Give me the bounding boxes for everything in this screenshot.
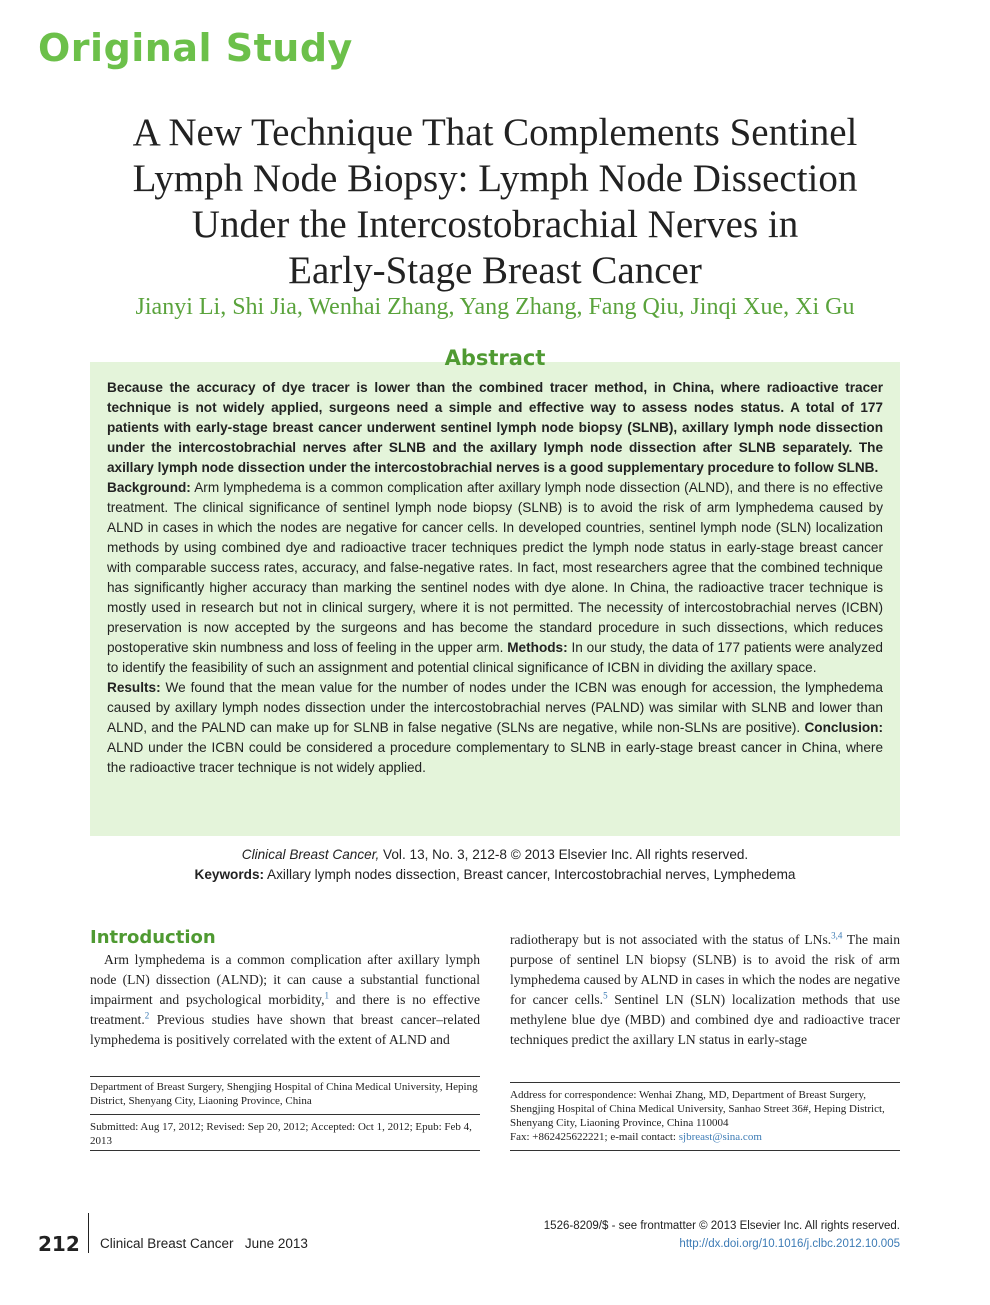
intro-text: The main purpose of sentinel LN biopsy (SLNB) is to avoid the risk of arm lymphedema caused by ALND in cases in which the nodes are negative for cancer cells. [510, 932, 900, 1007]
methods-text: In our study, the data of 177 patients were analyzed to identify the feasibility of such an assignment and potential clinical significance of ICBN in dividing the axillary space. [107, 640, 883, 675]
abstract-heading: Abstract [444, 346, 546, 370]
doi-link[interactable]: http://dx.doi.org/10.1016/j.clbc.2012.10.005 [679, 1238, 900, 1250]
introduction-left-column [90, 950, 480, 1050]
intro-text: Previous studies have shown that breast cancer–related lymphedema is positively correlated with the extent of ALND and [90, 1012, 480, 1047]
results-label: Results: [107, 680, 161, 695]
footnote-divider [90, 1114, 480, 1115]
keywords-text: Axillary lymph nodes dissection, Breast cancer, Intercostobrachial nerves, Lymphedema [264, 867, 796, 882]
submission-dates: Submitted: Aug 17, 2012; Revised: Sep 20, 2012; Accepted: Oct 1, 2012; Epub: Feb 4, 2013 [90, 1121, 472, 1147]
footnote-divider [90, 1076, 480, 1077]
citation-line [90, 845, 900, 865]
keywords-line [90, 865, 900, 885]
introduction-heading: Introduction [90, 927, 216, 948]
correspondence-fax: Fax: +862425622221; e-mail contact: [510, 1131, 679, 1143]
reference-link[interactable]: 5 [603, 990, 608, 1001]
footer-issn: 1526-8209/$ - see frontmatter © 2013 Elsevier Inc. All rights reserved. [543, 1220, 900, 1232]
title-line: A New Technique That Complements Sentinel [132, 111, 858, 154]
conclusion-label: Conclusion: [804, 720, 883, 735]
methods-label: Methods: [507, 640, 568, 655]
abstract-structured [107, 478, 883, 778]
correspondence [510, 1088, 900, 1144]
footnote-divider [510, 1150, 900, 1151]
reference-link[interactable]: 1 [324, 990, 329, 1001]
title-line: Under the Intercostobrachial Nerves in [191, 203, 799, 246]
correspondence-address: Address for correspondence: Wenhai Zhang, MD, Department of Breast Surgery, Shengjing Hospital of China Medical University, Sanhao Street 36#, Heping District, Shenyang City, Liaoning Province, China 110004 [510, 1089, 885, 1129]
intro-text: Arm lymphedema is a common complication after axillary lymph node (LN) dissection (ALND); it can cause a substantial functional impairment and psychological morbidity, [90, 952, 480, 1007]
footer-journal [100, 1236, 308, 1251]
background-label: Background: [107, 480, 191, 495]
introduction-right-column [510, 930, 900, 1050]
footer-divider [88, 1213, 89, 1253]
section-label: Original Study [38, 26, 353, 70]
abstract-summary: Because the accuracy of dye tracer is lower than the combined tracer method, in China, where radioactive tracer technique is not widely applied, surgeons need a simple and effective way to assess nodes status. A total of 177 patients with early-stage breast cancer underwent sentinel lymph node biopsy (SLNB), axillary lymph node dissection under the intercostobrachial nerves after SLNB and the axillary lymph node dissection after SLNB separately. The axillary lymph node dissection under the intercostobrachial nerves is a good supplementary procedure to follow SLNB. [107, 380, 883, 475]
intro-text: radiotherapy but is not associated with the status of LNs. [510, 932, 832, 947]
citation-journal: Clinical Breast Cancer, [241, 847, 380, 862]
results-text: We found that the mean value for the number of nodes under the ICBN was enough for accession, the lymphedema caused by axillary lymph nodes dissection under the intercostobrachial nerves (PALND) was similar with SLNB and lower than ALND, and the PALND can make up for SLNB in false negative (SLNs are negative, while non-SLNs are positive). [107, 680, 883, 735]
footer-journal-name: Clinical Breast Cancer [100, 1236, 234, 1251]
intro-text: Sentinel LN (SLN) localization methods that use methylene blue dye (MBD) and combined dye and radioactive tracer techniques predict the axillary LN status in early-stage [510, 992, 900, 1047]
article-title [60, 110, 930, 294]
title-line: Lymph Node Biopsy: Lymph Node Dissection [132, 157, 858, 200]
page-number: 212 [38, 1232, 80, 1256]
footnote-divider [510, 1082, 900, 1083]
affiliation: Department of Breast Surgery, Shengjing Hospital of China Medical University, Heping District, Shenyang City, Liaoning Province, China [90, 1081, 478, 1107]
author-list: Jianyi Li, Shi Jia, Wenhai Zhang, Yang Zhang, Fang Qiu, Jinqi Xue, Xi Gu [135, 294, 855, 320]
intro-text: and there is no effective treatment. [90, 992, 480, 1027]
email-link[interactable]: sjbreast@sina.com [678, 1131, 762, 1143]
conclusion-text: ALND under the ICBN could be considered a procedure complementary to SLNB in early-stage breast cancer in China, where the radioactive tracer technique is not widely applied. [107, 740, 883, 775]
reference-link[interactable]: 2 [144, 1010, 150, 1021]
footer-issue: June 2013 [244, 1236, 308, 1251]
citation-details: Vol. 13, No. 3, 212-8 © 2013 Elsevier Inc. All rights reserved. [379, 847, 749, 862]
reference-link[interactable]: 3,4 [831, 930, 843, 941]
abstract-text [107, 378, 883, 778]
background-text: Arm lymphedema is a common complication after axillary lymph node dissection (ALND), and there is no effective treatment. The clinical significance of sentinel lymph node biopsy (SLNB) is to avoid the risk of arm lymphedema caused by ALND in cases in which the nodes are negative for cancer cells. In developed countries, sentinel lymph node (SLN) localization methods by using combined dye and radioactive tracer techniques predict the lymph node status in early-stage breast cancer with comparable success rates, accuracy, and false-negative rates. In fact, most researchers agree that the combined technique has significantly higher accuracy than marking the sentinel nodes with dye alone. In China, the radioactive tracer technique is mostly used in research but not in clinical surgery, where it is not permitted. The necessity of intercostobrachial nerves (ICBN) preservation is now accepted by the surgeons and has become the standard procedure in such dissections, which reduces postoperative skin numbness and loss of feeling in the upper arm. [107, 480, 883, 655]
footnote-divider [90, 1150, 480, 1151]
keywords-label: Keywords: [194, 867, 265, 882]
title-line: Early-Stage Breast Cancer [288, 249, 702, 292]
